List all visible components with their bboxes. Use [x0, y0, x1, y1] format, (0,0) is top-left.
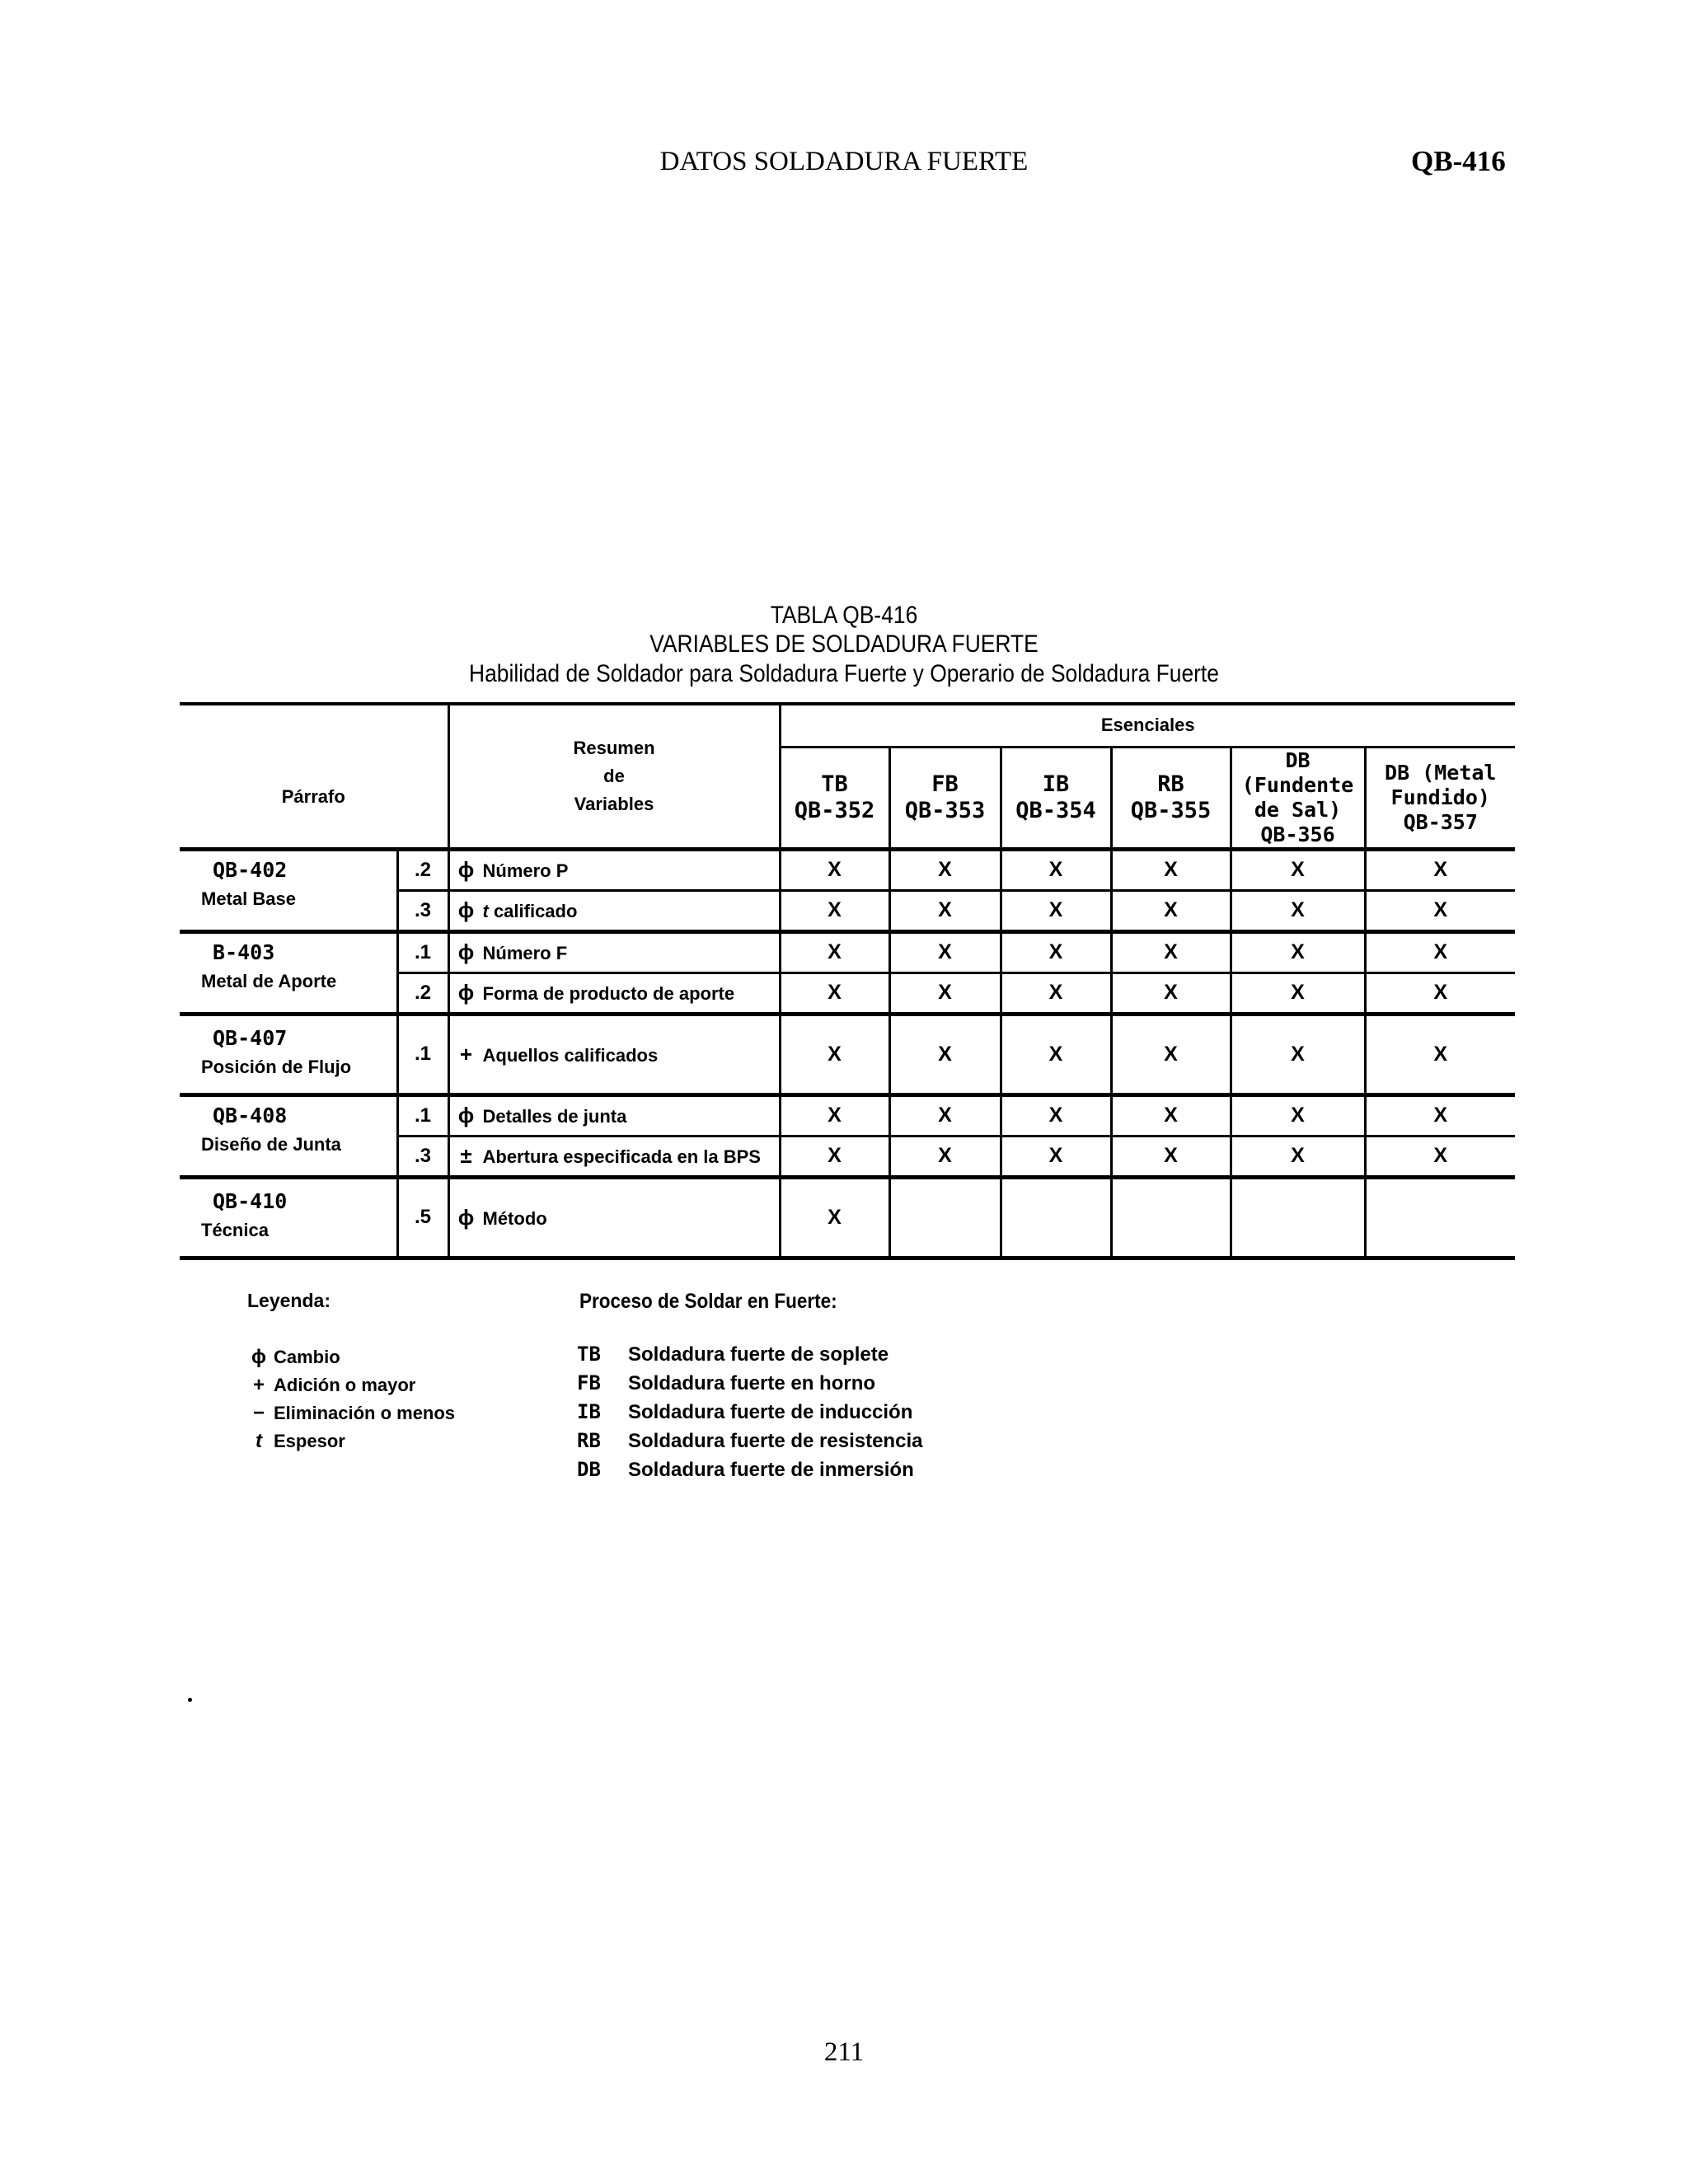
- variable-symbol: ϕ: [457, 940, 475, 964]
- mark-fb: X: [889, 1136, 1001, 1177]
- variable-cell: [448, 1014, 780, 1094]
- mark-tb: X: [780, 972, 889, 1014]
- legend-item: [244, 1427, 455, 1455]
- variable-cell: [448, 1094, 780, 1136]
- variable-cell: [448, 849, 780, 890]
- variable-text: Número P: [482, 860, 569, 881]
- process-item: [577, 1369, 922, 1398]
- mark-db-metal: X: [1365, 1136, 1515, 1177]
- sub-paragraph: .3: [397, 890, 448, 931]
- process-text: Soldadura fuerte de soplete: [628, 1343, 889, 1366]
- mark-tb: X: [780, 1094, 889, 1136]
- paragraph-code: B-403: [213, 940, 275, 964]
- legend-item: [244, 1399, 455, 1427]
- mark-ib: X: [1001, 849, 1111, 890]
- mark-db-salt: X: [1231, 1136, 1365, 1177]
- resumen-header-cell: [448, 704, 780, 849]
- variable-symbol: +: [459, 1041, 473, 1066]
- mark-db-salt: X: [1231, 1094, 1365, 1136]
- mark-ib: X: [1001, 890, 1111, 931]
- col-header-ib: [1001, 747, 1111, 849]
- mark-rb: X: [1111, 890, 1231, 931]
- variable-symbol: ϕ: [457, 857, 475, 882]
- col-header-db-metal-l2: Fundido): [1390, 785, 1490, 809]
- process-item: [577, 1340, 922, 1369]
- variable-symbol: ϕ: [457, 898, 475, 922]
- process-title: Proceso de Soldar en Fuerte:: [579, 1290, 837, 1313]
- paragraph-name: Técnica: [201, 1219, 269, 1240]
- mark-fb: [889, 1177, 1001, 1258]
- resumen-header-l2: de: [603, 765, 625, 786]
- parrafo-header: Párrafo: [281, 785, 345, 807]
- col-header-db-metal: [1365, 747, 1515, 849]
- legend-item: [244, 1343, 455, 1371]
- variable-text: calificado: [488, 901, 578, 921]
- paragraph-cell: [180, 849, 397, 931]
- running-header-title: DATOS SOLDADURA FUERTE: [659, 147, 1029, 176]
- mark-db-metal: [1365, 1177, 1515, 1258]
- process-item: [577, 1455, 922, 1484]
- col-header-tb-ref: QB-352: [794, 797, 875, 823]
- mark-fb: X: [889, 1094, 1001, 1136]
- paragraph-cell: [180, 1177, 397, 1258]
- paragraph-cell: [180, 1014, 397, 1094]
- table-title-line2: VARIABLES DE SOLDADURA FUERTE: [649, 630, 1039, 658]
- legend-text: Eliminación o menos: [274, 1403, 456, 1423]
- paragraph-cell: [180, 1094, 397, 1177]
- mark-fb: X: [889, 931, 1001, 972]
- mark-db-salt: X: [1231, 931, 1365, 972]
- table-body: [180, 849, 1515, 1258]
- legend-title: Leyenda:: [247, 1290, 331, 1311]
- mark-db-metal: X: [1365, 890, 1515, 931]
- col-header-tb: [780, 747, 889, 849]
- legend-list: [244, 1343, 455, 1455]
- mark-db-metal: X: [1365, 972, 1515, 1014]
- variable-thickness-mark: t: [482, 901, 489, 921]
- mark-ib: X: [1001, 972, 1111, 1014]
- mark-rb: X: [1111, 1136, 1231, 1177]
- process-list: [577, 1340, 922, 1484]
- running-header-code: QB-416: [1411, 145, 1506, 177]
- col-header-fb-code: FB: [931, 771, 959, 797]
- mark-rb: X: [1111, 972, 1231, 1014]
- col-header-db-metal-ref: QB-357: [1403, 809, 1478, 834]
- mark-fb: X: [889, 1014, 1001, 1094]
- sub-paragraph: .2: [397, 849, 448, 890]
- process-item: [577, 1427, 922, 1455]
- process-code: FB: [577, 1371, 601, 1394]
- paragraph-code: QB-408: [213, 1103, 288, 1127]
- sub-paragraph: .2: [397, 972, 448, 1014]
- legend-symbol: −: [252, 1402, 265, 1424]
- mark-ib: X: [1001, 1136, 1111, 1177]
- legend-symbol: +: [252, 1374, 265, 1396]
- variable-symbol: ±: [460, 1143, 472, 1168]
- col-header-db-salt: [1231, 747, 1365, 849]
- mark-db-salt: X: [1231, 849, 1365, 890]
- mark-rb: [1111, 1177, 1231, 1258]
- col-header-fb-ref: QB-353: [904, 797, 986, 823]
- table-title-line1: TABLA QB-416: [770, 602, 918, 629]
- mark-tb: X: [780, 1177, 889, 1258]
- variable-cell: [448, 972, 780, 1014]
- paragraph-code: QB-410: [213, 1188, 288, 1213]
- variable-symbol: ϕ: [457, 980, 475, 1005]
- sub-paragraph: .3: [397, 1136, 448, 1177]
- col-header-tb-code: TB: [821, 771, 848, 797]
- col-header-ib-code: IB: [1042, 771, 1070, 797]
- process-code: RB: [577, 1429, 601, 1452]
- variable-symbol: ϕ: [457, 1103, 475, 1127]
- col-header-rb-code: RB: [1157, 771, 1184, 797]
- legend-item: [244, 1371, 455, 1399]
- col-header-rb-ref: QB-355: [1130, 797, 1212, 823]
- mark-db-metal: X: [1365, 1014, 1515, 1094]
- col-header-db-metal-l1: DB (Metal: [1385, 760, 1497, 785]
- variable-text: Detalles de junta: [482, 1106, 627, 1127]
- mark-ib: X: [1001, 1094, 1111, 1136]
- mark-rb: X: [1111, 931, 1231, 972]
- mark-tb: X: [780, 931, 889, 972]
- legend-text: Adición o mayor: [274, 1375, 416, 1395]
- mark-tb: X: [780, 1014, 889, 1094]
- mark-rb: X: [1111, 1094, 1231, 1136]
- stray-dot: [188, 1698, 192, 1702]
- variable-text: Forma de producto de aporte: [482, 983, 735, 1004]
- resumen-header-l1: Resumen: [573, 737, 655, 758]
- col-header-db-salt-ref: QB-356: [1260, 822, 1335, 846]
- mark-ib: X: [1001, 1014, 1111, 1094]
- legend-symbol: ϕ: [251, 1346, 266, 1368]
- process-code: IB: [577, 1400, 601, 1423]
- table-row: [180, 931, 1515, 972]
- mark-db-salt: X: [1231, 1014, 1365, 1094]
- mark-db-salt: X: [1231, 890, 1365, 931]
- process-code: TB: [577, 1343, 601, 1366]
- legend-symbol: t: [256, 1430, 262, 1452]
- variable-symbol: ϕ: [457, 1204, 475, 1230]
- paragraph-cell: [180, 931, 397, 1014]
- esenciales-header: Esenciales: [780, 704, 1515, 747]
- table-row: [180, 849, 1515, 890]
- mark-tb: X: [780, 890, 889, 931]
- variables-table: [180, 702, 1515, 1260]
- sub-paragraph: .1: [397, 931, 448, 972]
- col-header-ib-ref: QB-354: [1015, 797, 1096, 823]
- mark-fb: X: [889, 972, 1001, 1014]
- process-text: Soldadura fuerte de resistencia: [628, 1430, 923, 1452]
- process-text: Soldadura fuerte de inmersión: [628, 1459, 914, 1481]
- process-item: [577, 1398, 922, 1427]
- paragraph-name: Metal de Aporte: [201, 970, 337, 991]
- mark-db-salt: X: [1231, 972, 1365, 1014]
- resumen-header-l3: Variables: [574, 793, 654, 814]
- mark-db-metal: X: [1365, 931, 1515, 972]
- page-number: 211: [823, 2037, 865, 2067]
- mark-fb: X: [889, 849, 1001, 890]
- mark-db-metal: X: [1365, 1094, 1515, 1136]
- sub-paragraph: .1: [397, 1094, 448, 1136]
- mark-tb: X: [780, 849, 889, 890]
- variable-text: Aquellos calificados: [482, 1044, 659, 1066]
- mark-ib: X: [1001, 931, 1111, 972]
- variable-cell: [448, 931, 780, 972]
- process-text: Soldadura fuerte en horno: [628, 1372, 876, 1394]
- paragraph-name: Diseño de Junta: [201, 1133, 341, 1155]
- paragraph-code: QB-407: [213, 1025, 288, 1050]
- col-header-rb: [1111, 747, 1231, 849]
- mark-db-metal: X: [1365, 849, 1515, 890]
- mark-tb: X: [780, 1136, 889, 1177]
- col-header-db-salt-l1: DB (Fundente: [1241, 748, 1354, 797]
- table-row: [180, 1094, 1515, 1136]
- table-row: [180, 1014, 1515, 1094]
- table-row: [180, 1177, 1515, 1258]
- variable-cell: [448, 890, 780, 931]
- paragraph-name: Posición de Flujo: [201, 1056, 352, 1077]
- variable-cell: [448, 1136, 780, 1177]
- mark-db-salt: [1231, 1177, 1365, 1258]
- variable-text: Abertura especificada en la BPS: [482, 1146, 761, 1167]
- mark-ib: [1001, 1177, 1111, 1258]
- legend-text: Cambio: [274, 1347, 340, 1367]
- paragraph-name: Metal Base: [201, 888, 296, 909]
- variable-text: Método: [482, 1207, 547, 1229]
- col-header-fb: [889, 747, 1001, 849]
- variable-cell: [448, 1177, 780, 1258]
- sub-paragraph: .1: [397, 1014, 448, 1094]
- mark-fb: X: [889, 890, 1001, 931]
- variable-text: Número F: [482, 943, 568, 963]
- col-header-db-salt-l2: de Sal): [1254, 797, 1342, 822]
- paragraph-code: QB-402: [213, 857, 288, 882]
- parrafo-header-cell: [180, 704, 448, 849]
- legend-text: Espesor: [274, 1431, 345, 1451]
- process-text: Soldadura fuerte de inducción: [628, 1401, 913, 1423]
- mark-rb: X: [1111, 1014, 1231, 1094]
- table-title-line3: Habilidad de Soldador para Soldadura Fuerte y Operario de Soldadura Fuerte: [469, 660, 1219, 687]
- mark-rb: X: [1111, 849, 1231, 890]
- sub-paragraph: .5: [397, 1177, 448, 1258]
- process-code: DB: [577, 1458, 601, 1481]
